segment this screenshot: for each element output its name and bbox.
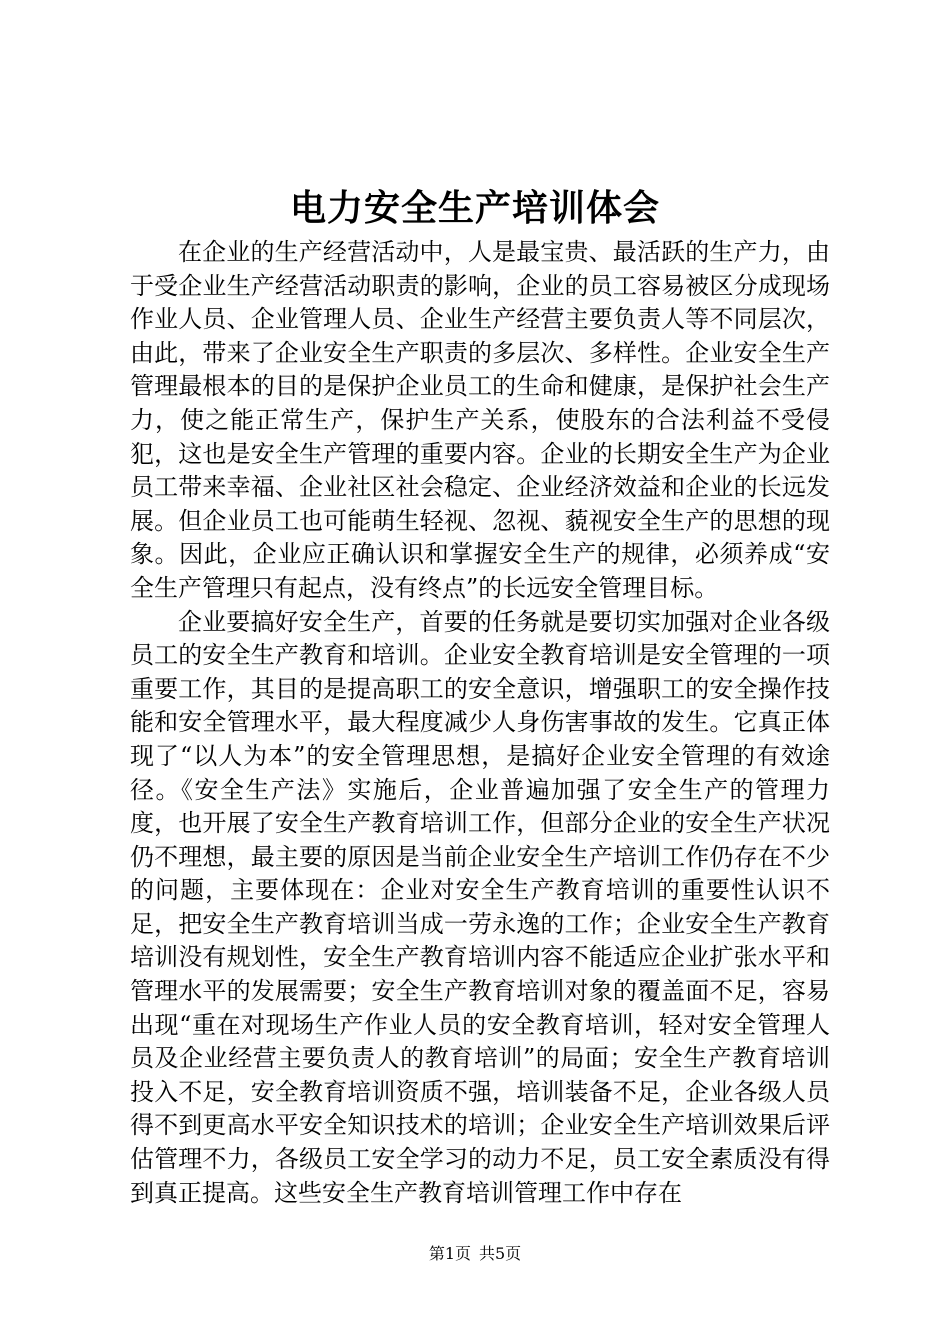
page-total: 共5页: [479, 1244, 522, 1263]
page-footer: [0, 1242, 950, 1266]
page-number: 第1页: [428, 1244, 471, 1263]
document-body: [130, 236, 830, 1210]
document-title: 电力安全生产培训体会: [289, 188, 660, 229]
paragraph-2: 企业要搞好安全生产，首要的任务就是要切实加强对企业各级员工的安全生产教育和培训。企业安全教育培训是安全管理的一项重要工作，其目的是提高职工的安全意识，增强职工的安全操作技能和安全管理水平，最大程度减少人身伤害事故的发生。它真正体现了“以人为本”的安全管理思想，是搞好企业安全管理的有效途径。《安全生产法》实施后，企业普遍加强了安全生产的管理力度，也开展了安全生产教育培训工作，但部分企业的安全生产状况仍不理想，最主要的原因是当前企业安全生产培训工作仍存在不少的问题，主要体现在：企业对安全生产教育培训的重要性认识不足，把安全生产教育培训当成一劳永逸的工作；企业安全生产教育培训没有规划性，安全生产教育培训内容不能适应企业扩张水平和管理水平的发展需要；安全生产教育培训对象的覆盖面不足，容易出现“重在对现场生产作业人员的安全教育培训，轻对安全管理人员及企业经营主要负责人的教育培训”的局面；安全生产教育培训投入不足，安全教育培训资质不强，培训装备不足，企业各级人员得不到更高水平安全知识技术的培训；企业安全生产培训效果后评估管理不力，各级员工安全学习的动力不足，员工安全素质没有得到真正提高。这些安全生产教育培训管理工作中存在: [130, 607, 830, 1207]
paragraph-1: 在企业的生产经营活动中，人是最宝贵、最活跃的生产力，由于受企业生产经营活动职责的影响，企业的员工容易被区分成现场作业人员、企业管理人员、企业生产经营主要负责人等不同层次，由此，带来了企业安全生产职责的多层次、多样性。企业安全生产管理最根本的目的是保护企业员工的生命和健康，是保护社会生产力，使之能正常生产，保护生产关系，使股东的合法利益不受侵犯，这也是安全生产管理的重要内容。企业的长期安全生产为企业员工带来幸福、企业社区社会稳定、企业经济效益和企业的长远发展。但企业员工也可能萌生轻视、忽视、藐视安全生产的思想的现象。因此，企业应正确认识和掌握安全生产的规律，必须养成“安全生产管理只有起点，没有终点”的长远安全管理目标。: [130, 238, 830, 602]
